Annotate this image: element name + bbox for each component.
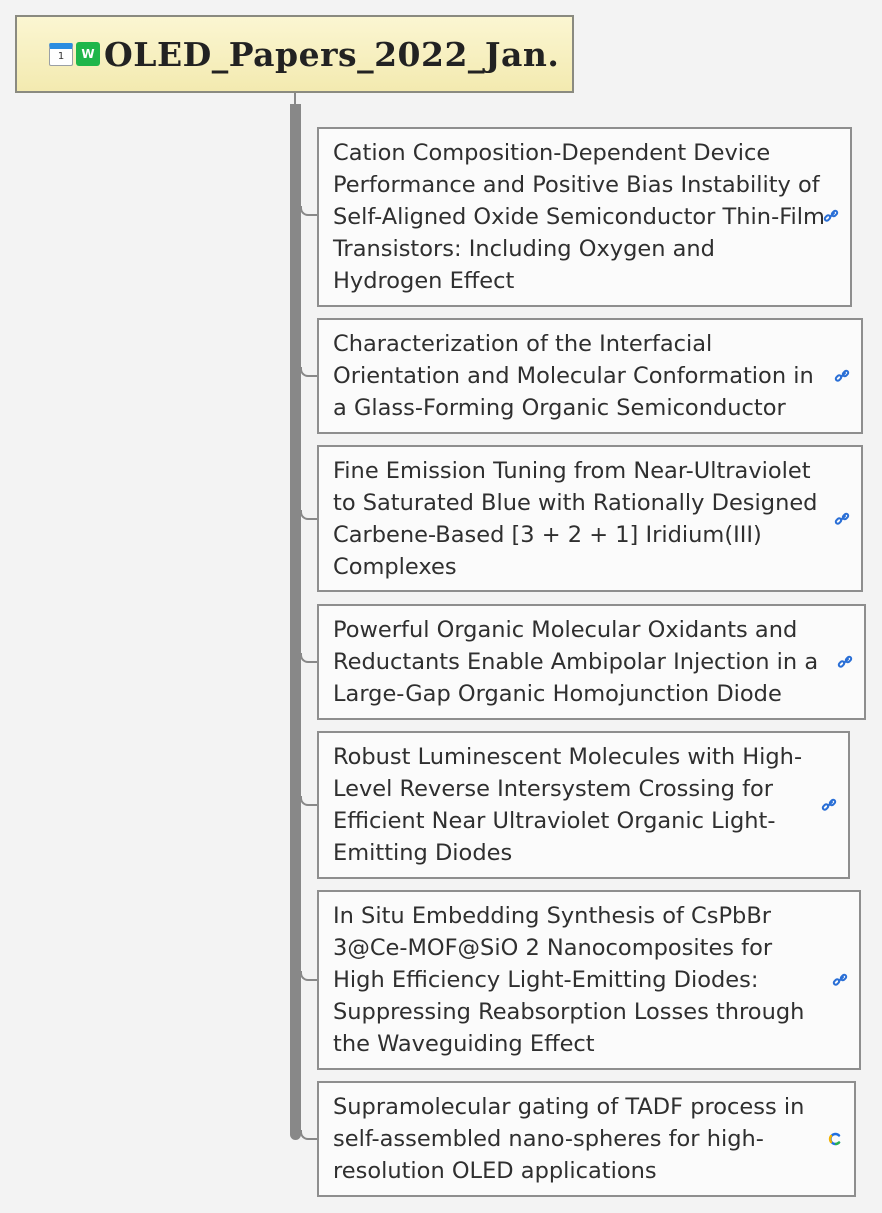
branch-connector — [300, 206, 318, 216]
link-icon[interactable] — [834, 511, 850, 527]
branch-connector — [300, 1130, 318, 1140]
branch-connector — [300, 796, 318, 806]
topic-node[interactable] — [317, 731, 850, 879]
link-icon[interactable] — [832, 972, 848, 988]
branch-connector — [300, 510, 318, 520]
link-icon[interactable] — [834, 368, 850, 384]
topic-node[interactable] — [317, 890, 861, 1070]
link-icon[interactable] — [821, 797, 837, 813]
w-app-icon: W — [76, 42, 100, 66]
topic-label: Fine Emission Tuning from Near-Ultraviolet to Saturated Blue with Rationally Designed Carbene-Based [3 + 2 + 1] Iridium(III) Complexes — [333, 457, 818, 580]
topic-node[interactable] — [317, 1081, 856, 1197]
link-icon[interactable] — [837, 654, 853, 670]
topic-label: Cation Composition-Dependent Device Performance and Positive Bias Instability of Self-Aligned Oxide Semiconductor Thin-Film Transistors: Including Oxygen and Hydrogen Effect — [333, 140, 825, 294]
branch-connector — [300, 653, 318, 663]
topic-label: Powerful Organic Molecular Oxidants and Reductants Enable Ambipolar Injection in a Large-Gap Organic Homojunction Diode — [333, 617, 819, 707]
topic-node[interactable] — [317, 604, 866, 720]
topic-label: Supramolecular gating of TADF process in self-assembled nano-spheres for high-resolution OLED applications — [333, 1094, 805, 1184]
calendar-icon: 1 — [49, 43, 73, 66]
topic-label: In Situ Embedding Synthesis of CsPbBr 3@Ce-MOF@SiO 2 Nanocomposites for High Efficiency Light-Emitting Diodes: Suppressing Reabsorption Losses through the Waveguiding Effect — [333, 903, 805, 1057]
topic-node[interactable] — [317, 127, 852, 307]
connector-spine — [290, 104, 301, 1140]
branch-connector — [300, 367, 318, 377]
branch-connector — [300, 971, 318, 981]
topic-label: Robust Luminescent Molecules with High-Level Reverse Intersystem Crossing for Efficient Near Ultraviolet Organic Light-Emitting Diodes — [333, 744, 803, 866]
c-loader-icon[interactable] — [828, 1132, 842, 1146]
root-topic[interactable] — [15, 15, 574, 93]
topic-label: Characterization of the Interfacial Orientation and Molecular Conformation in a Glass-Forming Organic Semiconductor — [333, 331, 814, 421]
root-title: OLED_Papers_2022_Jan. — [104, 34, 560, 74]
topic-node[interactable] — [317, 318, 863, 434]
link-icon[interactable] — [823, 208, 839, 224]
topic-node[interactable] — [317, 445, 863, 592]
